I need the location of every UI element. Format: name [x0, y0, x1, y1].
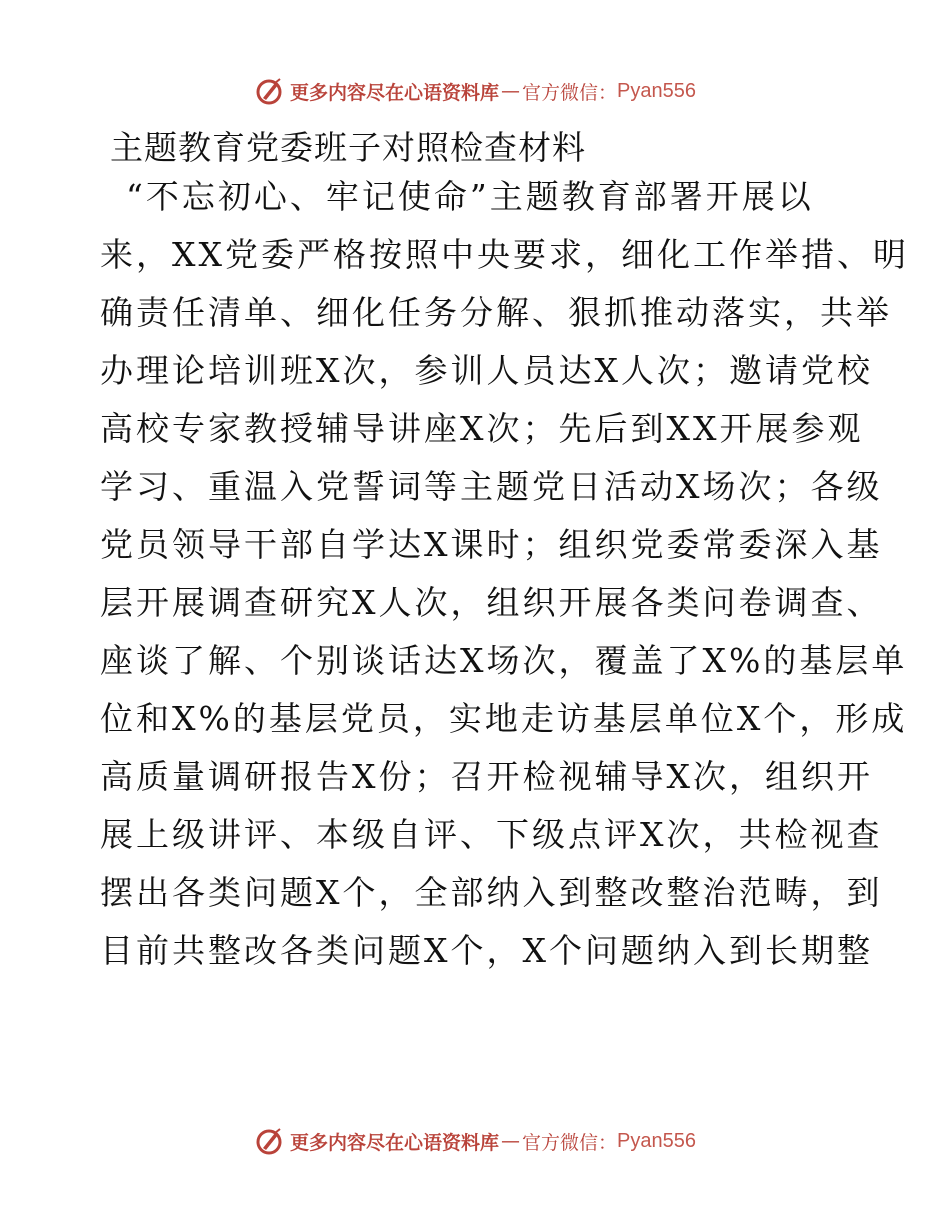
- body-line: 摆出各类问题X个，全部纳入到整改整治范畴，到: [100, 873, 883, 912]
- document-body: [100, 168, 909, 980]
- watermark-text: [290, 1128, 696, 1155]
- watermark-site-name: 更多内容尽在心语资料库: [290, 81, 500, 104]
- body-line: 高校专家教授辅导讲座X次；先后到XX开展参观: [100, 409, 864, 448]
- header-watermark-banner: [0, 71, 950, 111]
- body-line: 学习、重温入党誓词等主题党日活动X场次；各级: [100, 467, 883, 506]
- body-line: 党员领导干部自学达X课时；组织党委常委深入基: [100, 525, 883, 564]
- watermark-separator: —: [501, 1130, 521, 1152]
- document-title: 主题教育党委班子对照检查材料: [110, 128, 586, 167]
- quill-logo-icon: [254, 1126, 284, 1156]
- body-line: 高质量调研报告X份；召开检视辅导X次，组织开: [100, 757, 873, 796]
- body-line: 展上级讲评、本级自评、下级点评X次，共检视查: [100, 815, 883, 854]
- body-line: 办理论培训班X次，参训人员达X人次；邀请党校: [100, 351, 873, 390]
- body-line: 确责任清单、细化任务分解、狠抓推动落实，共举: [100, 293, 892, 332]
- body-line: 来，XX党委严格按照中央要求，细化工作举措、明: [100, 235, 909, 274]
- watermark-wechat-id: Pyan556: [617, 79, 696, 102]
- watermark-wechat-id: Pyan556: [617, 1129, 696, 1152]
- watermark-official-label: 官方微信：: [522, 81, 618, 104]
- quill-logo-icon: [254, 76, 284, 106]
- body-line: 层开展调查研究X人次，组织开展各类问卷调查、: [100, 583, 883, 622]
- watermark-site-name: 更多内容尽在心语资料库: [290, 1131, 500, 1154]
- watermark-official-label: 官方微信：: [522, 1131, 618, 1154]
- body-line: 座谈了解、个别谈话达X场次，覆盖了X%的基层单: [100, 641, 908, 680]
- watermark-separator: —: [501, 80, 521, 102]
- footer-watermark-banner: [0, 1121, 950, 1161]
- body-line: 位和X%的基层党员，实地走访基层单位X个，形成: [100, 699, 908, 738]
- body-line: 目前共整改各类问题X个，X个问题纳入到长期整: [100, 931, 873, 970]
- body-line: “不忘初心、牢记使命”主题教育部署开展以: [126, 177, 814, 216]
- watermark-text: [290, 78, 696, 105]
